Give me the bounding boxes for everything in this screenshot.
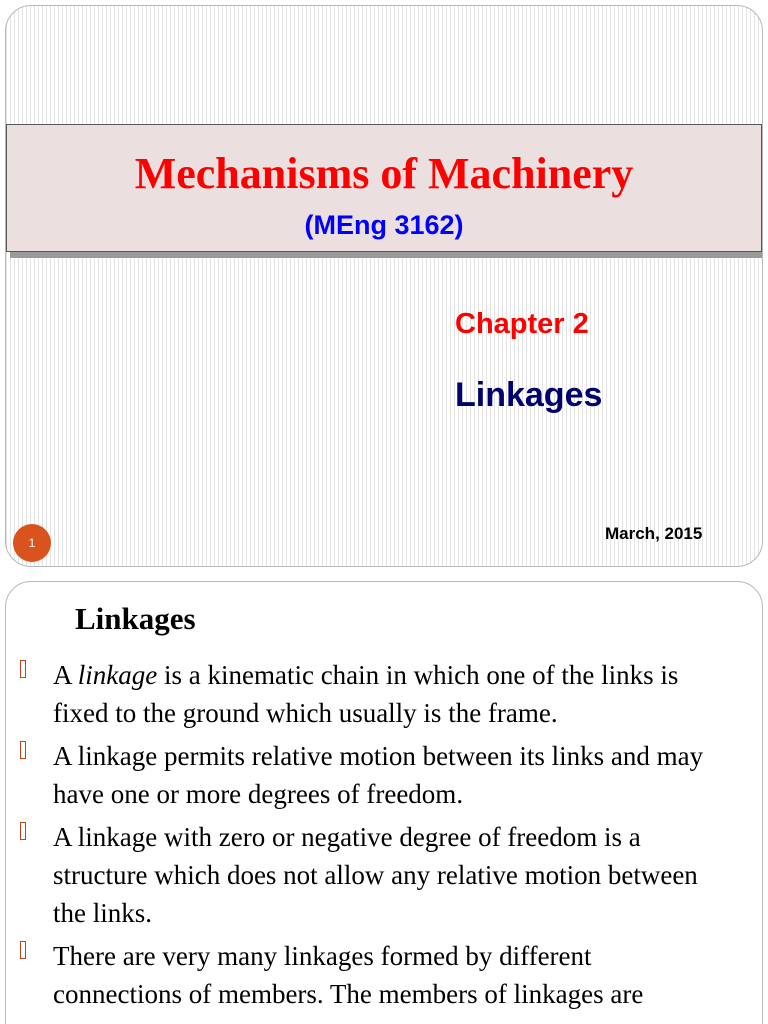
- square-bullet-icon: [20, 822, 26, 840]
- slide-title: Mechanisms of Machinery: [134, 149, 634, 198]
- bullet-text: There are very many linkages formed by different connections of members. The members of linkages are: [53, 941, 644, 1009]
- title-banner: [6, 124, 762, 252]
- list-item: [6, 656, 762, 732]
- page-number-badge: 1: [13, 524, 51, 562]
- title-slide: [5, 5, 763, 567]
- bullet-text: A linkage permits relative motion between its links and may have one or more degrees of freedom.: [53, 741, 704, 809]
- content-heading: Linkages: [75, 601, 196, 636]
- bullet-emphasis: linkage: [77, 660, 158, 690]
- bullet-text: is a kinematic chain in which one of the links is fixed to the ground which usually is the frame.: [53, 660, 679, 728]
- list-item: [6, 818, 762, 932]
- bullet-text: A linkage with zero or negative degree of freedom is a structure which does not allow any relative motion between the links.: [53, 822, 698, 928]
- content-slide: [5, 581, 763, 1024]
- bullet-prefix: A: [53, 660, 78, 690]
- slide-date: March, 2015: [605, 524, 703, 543]
- chapter-subtitle: Linkages: [455, 376, 603, 414]
- chapter-label: Chapter 2: [455, 308, 589, 340]
- square-bullet-icon: [20, 941, 26, 959]
- list-item: [6, 937, 762, 1013]
- list-item: [6, 737, 762, 813]
- square-bullet-icon: [20, 741, 26, 759]
- bullet-list: [6, 656, 762, 1018]
- course-code: (MEng 3162): [304, 210, 464, 240]
- square-bullet-icon: [20, 660, 26, 678]
